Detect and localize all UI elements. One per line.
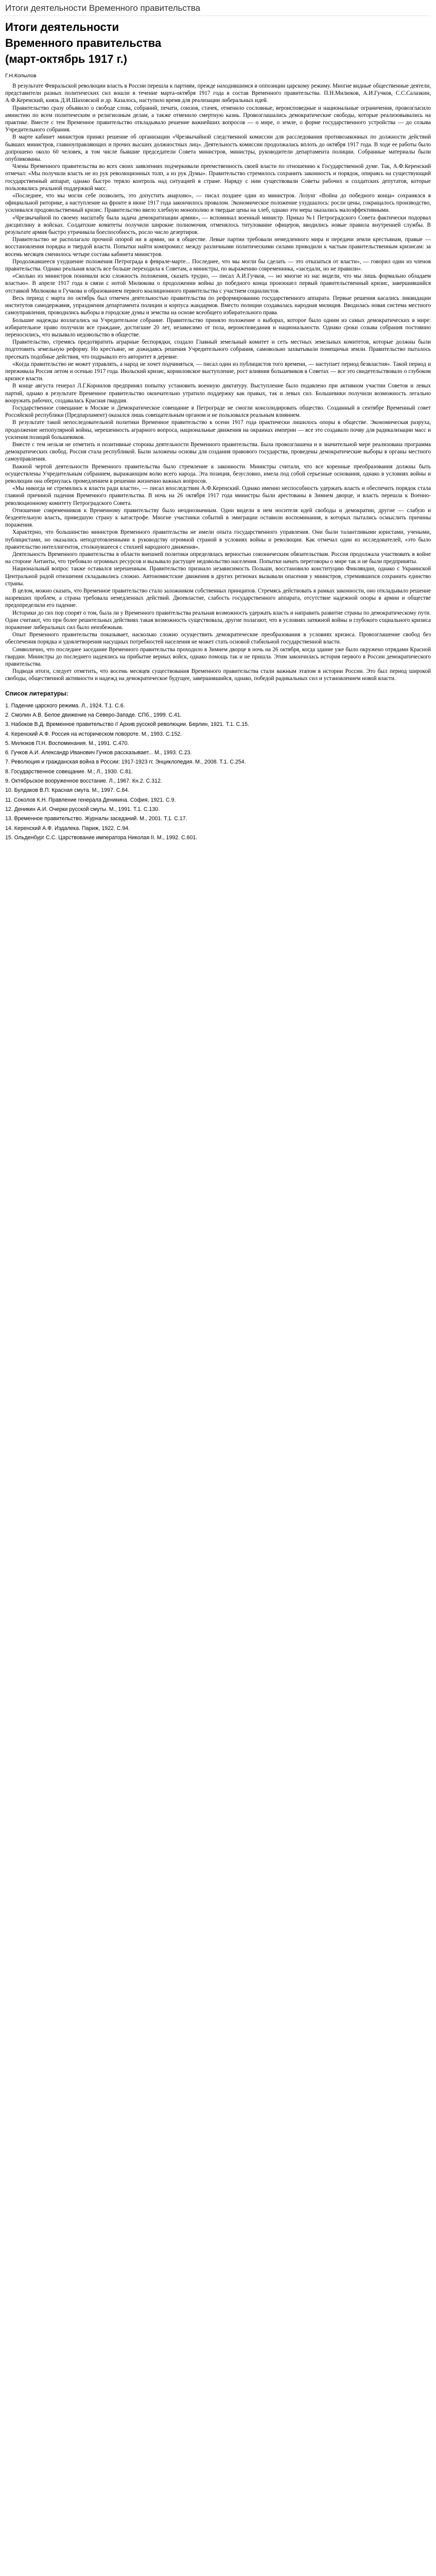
literature-item: 12. Деникин А.И. Очерки русской смуты. М., 1991. Т.1. С.130.	[5, 806, 160, 812]
literature-item: 7. Революция и гражданская война в России: 1917-1923 гг. Энциклопедия. М., 2008. Т.1. С.254.	[5, 759, 246, 766]
literature-list	[5, 701, 431, 842]
literature-item: 8. Государственное совещание. М.; Л., 1930. С.81.	[5, 768, 133, 775]
literature-item: 10. Булдаков В.П. Красная смута. М., 1997. С.84.	[5, 787, 130, 794]
paragraph: Опыт Временного правительства показывает, насколько сложно осуществить демократические преобразования в условиях кризиса. Провозглашение свобод без обеспечения порядка и удовлетворения насущных потребностей населения не может стать основой стабильной государственной власти.	[5, 632, 431, 646]
paragraph: Историки до сих пор спорят о том, была ли у Временного правительства реальная возможность удержать власть и направить развитие страны по демократическому пути. Одни считают, что при более решительных действиях такая возможность существовала, другие полагают, что в условиях затяжной войны и глубокого социального кризиса поражение либеральных сил было неизбежным.	[5, 609, 431, 631]
literature-item: 3. Набоков В.Д. Временное правительство // Архив русской революции. Берлин, 1921. Т.1. С.15.	[5, 721, 249, 728]
paragraph: Весь период с марта по октябрь был отмечен деятельностью правительства по реформированию государственного аппарата. Первые решения касались ликвидации институтов самодержавия, упразднения департамента полиции и корпуса жандармов. Вместо полиции создавалась народная милиция. Вводилась новая система местного самоуправления, проводились выборы в городские думы и земства на основе всеобщего избирательного права.	[5, 295, 431, 316]
literature-item: 11. Соколов К.Н. Правление генерала Деникина. София, 1921. С.9.	[5, 796, 176, 803]
paragraph: Вместе с тем нельзя не отметить и позитивные стороны деятельности Временного правительства. Была провозглашена и в значительной мере реализована программа демократических свобод. Россия стала республикой. Были заложены основы для создания правового государства, проведены демократические выборы в органы местного самоуправления.	[5, 441, 431, 463]
paragraph: Государственное совещание в Москве и Демократическое совещание в Петрограде не смогли консолидировать общество. Созданный в сентябре Временный совет Российской республики (Предпарламент) оказался лишь совещательным органом и не пользовался реальным влиянием.	[5, 404, 431, 419]
literature-item: 4. Керенский А.Ф. Россия на историческом повороте. М., 1993. С.152.	[5, 731, 182, 737]
literature-item: 9. Октябрьское вооруженное восстание. Л., 1967. Кн.2. С.312.	[5, 778, 162, 785]
paragraph: Правительство не располагало прочной опорой ни в армии, ни в обществе. Левые партии требовали немедленного мира и передачи земли крестьянам, правые — восстановления порядка и твердой власти. Попытки найти компромисс между различными политическими силами приводили к частым правительственным кризисам: за восемь месяцев сменилось четыре состава кабинета министров.	[5, 236, 431, 258]
literature-item: 14. Керенский А.Ф. Издалека. Париж, 1922. С.94.	[5, 825, 130, 832]
paragraph: Члены Временного правительства во всех своих заявлениях подчеркивали преемственность своей власти по отношению к Государственной думе. Так, А.Ф.Керенский отмечал: «Мы получили власть не из рук революционных толп, а из рук Думы». Правительство стремилось сохранить законность и порядок, опираясь на существующий государственный аппарат, однако быстро теряло контроль над ситуацией в стране. Наряду с ним существовали Советы рабочих и солдатских депутатов, которые пользовались реальной поддержкой масс.	[5, 163, 431, 192]
paragraph: «Мы никогда не стремились к власти ради власти», — писал впоследствии А.Ф.Керенский. Однако именно неспособность удержать власть и обеспечить порядок стала главной причиной падения Временного правительства. В ночь на 26 октября 1917 года министры были арестованы в Зимнем дворце, и власть перешла к Военно-революционному комитету Петроградского Совета.	[5, 485, 431, 506]
paragraph: Национальный вопрос также оставался нерешенным. Правительство признало независимость Польши, восстановило конституцию Финляндии, однако с Украинской Центральной радой отношения складывались сложно. Автономистские движения в других регионах вызывали опасения у министров, стремившихся сохранить единство страны.	[5, 566, 431, 587]
paragraph: Важной чертой деятельности Временного правительства было стремление к законности. Министры считали, что все коренные преобразования должны быть осуществлены Учредительным собранием, выражающим волю всего народа. Эта позиция, безусловно, имела под собой серьезные основания, однако в условиях войны и революции она обернулась промедлением в решении жизненно важных вопросов.	[5, 463, 431, 484]
paragraph: «Чрезвычайной по своему масштабу была задача демократизации армии», — вспоминал военный министр. Приказ №1 Петроградского Совета фактически подорвал дисциплину в войсках. Солдатские комитеты получили широкие полномочия, отменялось титулование офицеров, вводились новые правила внутренней службы. В результате армия быстро утрачивала боеспособность, росло число дезертиров.	[5, 214, 431, 236]
paragraph: Символично, что последнее заседание Временного правительства проходило в Зимнем дворце в ночь на 26 октября, когда здание уже было окружено отрядами Красной гвардии. Министры до последнего надеялись на прибытие верных войск, однако помощь так и не пришла. Этим закончилась история первого в России демократического правительства.	[5, 646, 431, 668]
paragraph: Деятельность Временного правительства в области внешней политики определялась верностью союзническим обязательствам. Россия продолжала участвовать в войне на стороне Антанты, что требовало огромных ресурсов и вызывало растущее недовольство населения. Попытки начать переговоры о мире так и не были предприняты.	[5, 551, 431, 565]
paragraph: В конце августа генерал Л.Г.Корнилов предпринял попытку установить военную диктатуру. Выступление было подавлено при активном участии Советов и левых партий, однако в результате Временное правительство окончательно утратило поддержку как правых, так и левых сил. Большевики получили возможность легально вооружать рабочих, создавалась Красная гвардия.	[5, 383, 431, 404]
article-body	[5, 82, 431, 683]
paragraph: «Сколько из министров понимали всю сложность положения, сказать трудно, — писал А.И.Гучков, — но многие из нас видели, что мы лишь формально обладаем властью». В апреле 1917 года в связи с нотой Милюкова о продолжении войны до победного конца произошел первый правительственный кризис, завершившийся отставкой Милюкова и Гучкова и образованием первого коалиционного правительства с участием социалистов.	[5, 273, 431, 294]
paragraph: Большие надежды возлагались на Учредительное собрание. Правительство приняло положение о выборах, которое было одним из самых демократических в мире: избирательное право получили все граждане, достигшие 20 лет, независимо от пола, вероисповедания и национальности. Однако сроки созыва собрания постоянно переносились, что вызывало недовольство в обществе.	[5, 317, 431, 338]
literature-item: 5. Милюков П.Н. Воспоминания. М., 1991. С.470.	[5, 740, 129, 747]
paragraph: Подводя итоги, следует отметить, что восемь месяцев существования Временного правительства стали важным этапом в истории России. Это был период широкой свободы, общественной активности и надежд на демократическое будущее, завершившийся, однако, победой радикальных сил и установлением новой власти.	[5, 668, 431, 682]
literature-item: 13. Временное правительство. Журналы заседаний. М., 2001. Т.1. С.17.	[5, 816, 187, 822]
literature-item: 6. Гучков А.И. Александр Иванович Гучков рассказывает... М., 1993. С.23.	[5, 750, 192, 756]
literature-item: 1. Падение царского режима. Л., 1924. Т.1. С.6.	[5, 702, 125, 709]
paragraph: Характерно, что большинство министров Временного правительства не имели опыта государственного управления. Они были талантливыми юристами, учеными, публицистами, но оказались неподготовленными к руководству огромной страной в условиях войны и революции. Как отмечал один из исследователей, «это было правительство интеллигентов, столкнувшееся с стихией народного движения».	[5, 529, 431, 550]
paragraph: «Последнее, что мы могли себе позволить, это допустить анархию», — писал позднее один из министров. Лозунг «Война до победного конца» сохранялся в официальной риторике, а наступление на фронте в июне 1917 года закончилось провалом. Экономическое положение ухудшалось: росли цены, сокращалось производство, усиливался продовольственный кризис. Правительство ввело хлебную монополию и твердые цены на хлеб, однако эти меры оказались малоэффективными.	[5, 193, 431, 214]
paragraph: Правительство, стремясь предотвратить аграрные беспорядки, создало Главный земельный комитет и сеть местных земельных комитетов, которые должны были подготовить земельную реформу. Но крестьяне, не дожидаясь решения Учредительного собрания, самовольно захватывали помещичьи земли. Правительство пыталось пресекать подобные действия, что подрывало его авторитет в деревне.	[5, 339, 431, 360]
author: Г.Н.Копылов	[5, 73, 37, 79]
paragraph: В результате Февральской революции власть в России перешла к партиям, прежде находившимся в оппозиции царскому режиму. Многие видные общественные деятели, представители разных политических сил вошли в течение марта-октября 1917 года в состав Временного правительства. П.Н.Милюков, А.И.Гучков, С.С.Салазкин, А.Ф.Керенский, князь Д.И.Шаховской и др. Казалось, наступило время для реализации либеральных идей.	[5, 83, 431, 104]
paragraph: Отношение современников к Временному правительству было неоднозначным. Одни видели в нем носителя идей свободы и демократии, другие — слабую и бездеятельную власть, приведшую страну к катастрофе. Многие участники событий в эмиграции оставили воспоминания, в которых пытались осмыслить причины поражения.	[5, 507, 431, 529]
literature-item: 2. Смолин А.В. Белое движение на Северо-Западе. СПб., 1999. С.41.	[5, 711, 182, 718]
paragraph: Правительство сразу объявило о свободе слова, собраний, печати, союзов, стачек, отменило сословные, вероисповедные и национальные ограничения, провозгласило амнистию по всем политическим и религиозным делам, а также отменило смертную казнь. Провозглашались демократические свободы, которые реализовывались на практике. Вместе с тем Временное правительство откладывало решение важнейших вопросов — о мире, о земле, о форме государственного устройства — до созыва Учредительного собрания.	[5, 105, 431, 133]
article-title: Итоги деятельности Временного правительства (март-октябрь 1917 г.)	[5, 21, 162, 65]
page	[0, 0, 436, 842]
literature-item: 15. Ольденбург С.С. Царствование императора Николая II. М., 1992. С.601.	[5, 834, 198, 841]
paragraph: Продолжавшееся ухудшение положения Петрограда в феврале-марте... Последнее, что мы могли бы сделать — это отказаться от власти», — говорил один из членов правительства. Однако реальная власть все больше переходила к Советам, а министры, по выражению современника, «заседали, но не правили».	[5, 258, 431, 273]
site-title: Итоги деятельности Временного правительства	[5, 3, 431, 16]
paragraph: В результате такой непоследовательной политики Временное правительство к осени 1917 года практически лишилось опоры в обществе. Экономическая разруха, продолжение непопулярной войны, нерешенность аграрного вопроса, национальные движения на окраинах империи — все это создавало почву для радикализации масс и усиления позиций большевиков.	[5, 419, 431, 440]
literature-heading: Список литературы:	[5, 689, 68, 697]
paragraph: «Когда правительство не может управлять, а народ не хочет подчиняться, — писал один из публицистов того времени, — наступает период безвластия». Такой период и переживала Россия летом и осенью 1917 года. Июльский кризис, корниловское выступление, рост влияния большевиков в Советах — все это свидетельствовало о глубоком кризисе власти.	[5, 361, 431, 382]
paragraph: В марте кабинет министров принял решение об организации «Чрезвычайной следственной комиссии для расследования противозаконных по должности действий бывших министров, главноуправляющих и прочих высших должностных лиц». Деятельность комиссии продолжалась вплоть до октября 1917 года. В ходе ее работы было допрошено около 60 человек, в том числе бывшие председатели Совета министров, министры, руководители департамента полиции. Собранные материалы были опубликованы.	[5, 134, 431, 163]
paragraph: В целом, можно сказать, что Временное правительство стало заложником собственных принципов. Стремясь действовать в рамках законности, оно откладывало решение назревших проблем, а страна требовала немедленных действий. Двоевластие, слабость государственного аппарата, отсутствие надежной опоры в армии и обществе предопределили его падение.	[5, 588, 431, 609]
